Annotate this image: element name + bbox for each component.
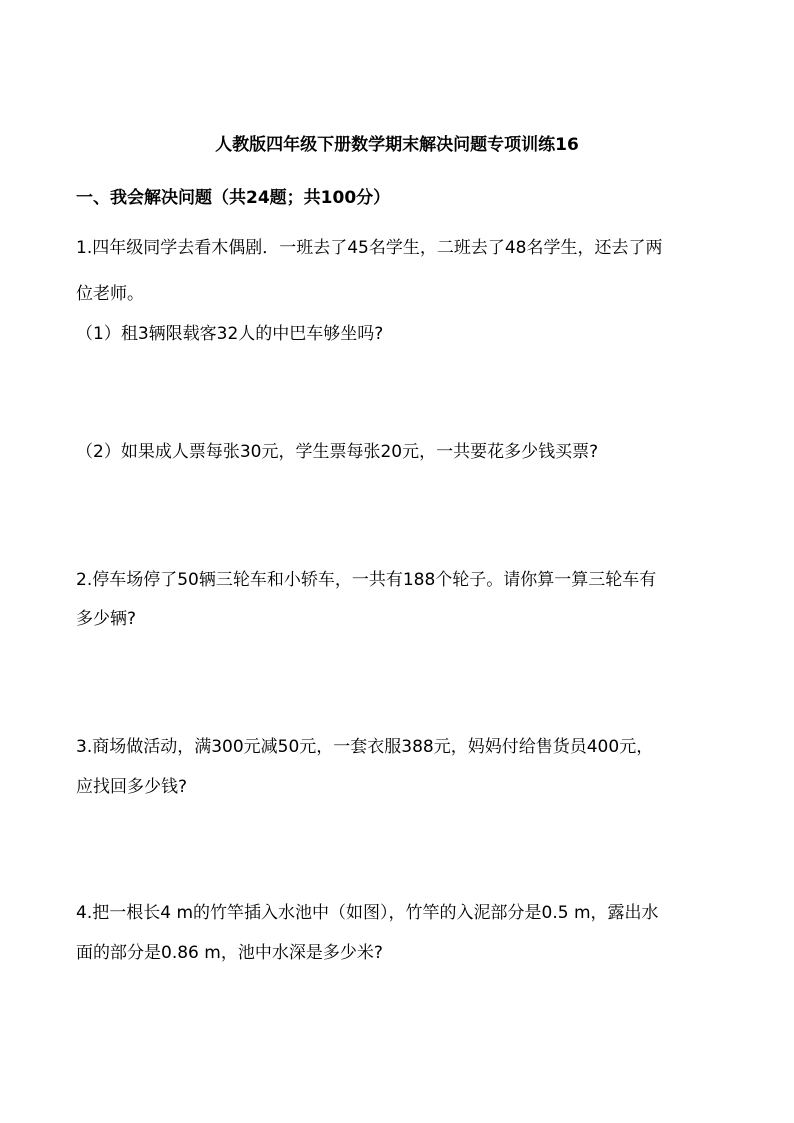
document-title: 人教版四年级下册数学期末解决问题专项训练16: [215, 135, 579, 155]
question-2-line-1: 2.停车场停了50辆三轮车和小轿车，一共有188个轮子。请你算一算三轮车有: [76, 570, 657, 590]
question-4-line-1: 4.把一根长4 m的竹竿插入水池中（如图），竹竿的入泥部分是0.5 m，露出水: [76, 903, 659, 923]
question-1-subquestion-1: （1）租3辆限载客32人的中巴车够坐吗?: [76, 324, 384, 344]
question-1-subquestion-2: （2）如果成人票每张30元，学生票每张20元，一共要花多少钱买票?: [76, 442, 599, 462]
question-3-line-2: 应找回多少钱?: [76, 777, 188, 797]
question-2-line-2: 多少辆?: [76, 609, 137, 629]
question-1-line-1: 1.四年级同学去看木偶剧．一班去了45名学生，二班去了48名学生，还去了两: [76, 238, 663, 258]
question-1-line-2: 位老师。: [76, 284, 144, 304]
section-heading: 一、我会解决问题（共24题；共100分）: [76, 188, 391, 208]
question-3-line-1: 3.商场做活动，满300元减50元，一套衣服388元，妈妈付给售货员400元，: [76, 737, 654, 757]
question-4-line-2: 面的部分是0.86 m，池中水深是多少米?: [76, 943, 383, 963]
